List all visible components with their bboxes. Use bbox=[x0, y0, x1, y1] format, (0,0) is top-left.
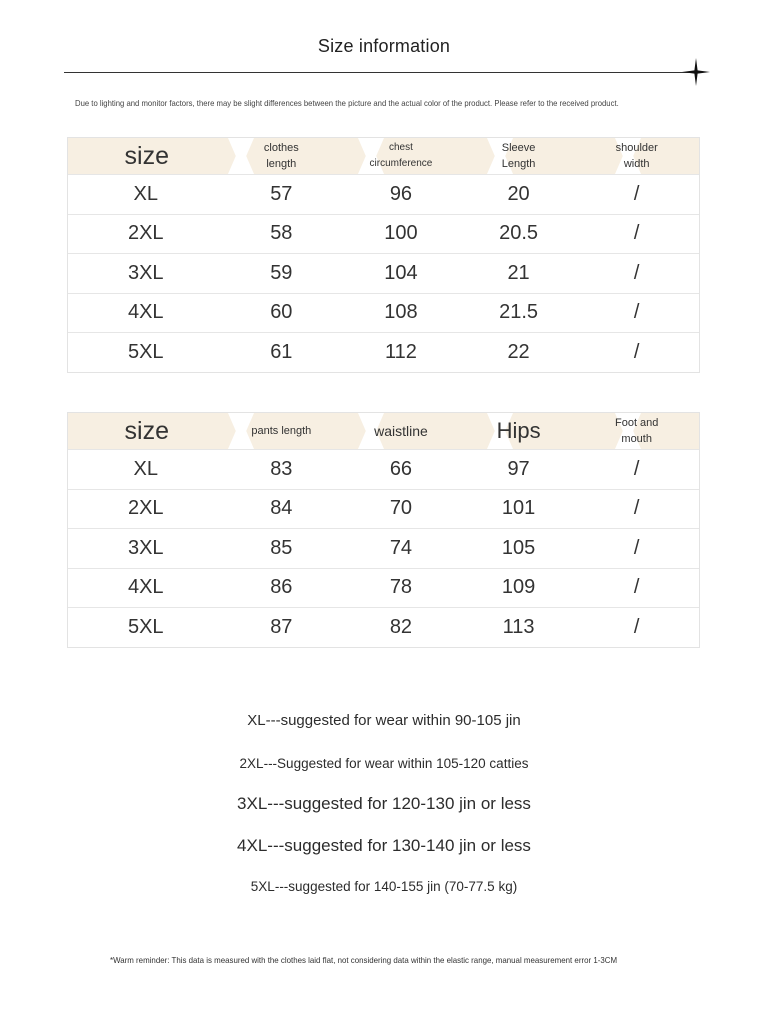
header-chest-circumference: chest circumference bbox=[369, 142, 433, 169]
size-label-cell: 2XL bbox=[127, 222, 164, 245]
table-row bbox=[68, 293, 699, 333]
table-cell: 22 bbox=[507, 340, 530, 363]
suggestion-xl: XL---suggested for wear within 90-105 jin bbox=[247, 712, 521, 729]
table-cell: 84 bbox=[270, 497, 293, 520]
table-cell: / bbox=[633, 301, 640, 324]
table-cell: 112 bbox=[385, 340, 417, 363]
table-cell: 83 bbox=[270, 457, 293, 480]
table-cell: 85 bbox=[270, 536, 293, 559]
table-cell: 60 bbox=[270, 301, 293, 324]
table-cell: / bbox=[633, 457, 640, 480]
header-size: size bbox=[124, 142, 169, 170]
table-cell: 66 bbox=[389, 457, 413, 480]
table-cell: 59 bbox=[270, 261, 293, 284]
table-cell: 82 bbox=[389, 615, 413, 638]
bottom-size-table bbox=[67, 412, 700, 648]
top-size-table bbox=[67, 137, 700, 373]
table-row bbox=[68, 607, 699, 647]
table-cell: 61 bbox=[270, 340, 293, 363]
bottom-table-header bbox=[68, 413, 699, 449]
page-title: Size information bbox=[317, 36, 451, 56]
table-cell: / bbox=[633, 615, 640, 638]
table-cell: / bbox=[633, 182, 640, 205]
suggestion-2xl: 2XL---Suggested for wear within 105-120 catties bbox=[239, 756, 529, 771]
header-clothes-length: clothes length bbox=[263, 142, 299, 170]
header-foot-and-mouth: Foot and mouth bbox=[614, 417, 659, 445]
table-cell: 109 bbox=[501, 576, 536, 599]
suggestion-3xl: 3XL---suggested for 120-130 jin or less bbox=[237, 794, 531, 813]
table-cell: 87 bbox=[270, 615, 293, 638]
color-disclaimer: Due to lighting and monitor factors, there may be slight differences between the picture and the actual color of the product. Please refer to the received product. bbox=[75, 98, 619, 108]
table-cell: 105 bbox=[501, 536, 536, 559]
table-cell: / bbox=[633, 576, 640, 599]
table-row bbox=[68, 568, 699, 608]
table-row bbox=[68, 528, 699, 568]
header-size: size bbox=[124, 417, 169, 445]
table-row bbox=[68, 449, 699, 489]
header-shoulder-width: shoulder width bbox=[615, 142, 658, 170]
table-cell: / bbox=[633, 497, 640, 520]
table-cell: 74 bbox=[389, 536, 413, 559]
table-cell: 21 bbox=[507, 261, 530, 284]
top-table-header bbox=[68, 138, 699, 174]
suggestion-5xl: 5XL---suggested for 140-155 jin (70-77.5 kg) bbox=[250, 879, 518, 894]
size-label-cell: 5XL bbox=[127, 340, 164, 363]
bottom-table-body bbox=[68, 449, 699, 647]
sparkle-star-icon bbox=[682, 58, 710, 86]
header-waistline: waistline bbox=[374, 423, 428, 439]
table-cell: 113 bbox=[502, 615, 535, 638]
table-cell: / bbox=[633, 340, 640, 363]
table-cell: 96 bbox=[389, 182, 413, 205]
size-label-cell: XL bbox=[133, 457, 158, 480]
table-cell: 78 bbox=[389, 576, 413, 599]
size-label-cell: 3XL bbox=[127, 261, 164, 284]
header-sleeve-length: Sleeve Length bbox=[501, 142, 536, 170]
table-cell: 20.5 bbox=[499, 222, 539, 245]
table-cell: 101 bbox=[501, 497, 536, 520]
table-row bbox=[68, 332, 699, 372]
table-cell: 97 bbox=[507, 457, 530, 480]
table-cell: 58 bbox=[270, 222, 293, 245]
table-cell: / bbox=[633, 261, 640, 284]
table-cell: 21.5 bbox=[499, 301, 539, 324]
table-cell: 20 bbox=[507, 182, 530, 205]
header-hips: Hips bbox=[496, 418, 541, 443]
title-divider bbox=[64, 72, 694, 73]
header-pants-length: pants length bbox=[251, 425, 312, 437]
suggestion-4xl: 4XL---suggested for 130-140 jin or less bbox=[237, 836, 531, 855]
table-row bbox=[68, 214, 699, 254]
table-cell: 104 bbox=[384, 261, 418, 284]
size-label-cell: 2XL bbox=[127, 497, 164, 520]
table-cell: / bbox=[633, 536, 640, 559]
table-cell: 100 bbox=[384, 222, 418, 245]
table-row bbox=[68, 253, 699, 293]
top-table-body bbox=[68, 174, 699, 372]
table-row bbox=[68, 489, 699, 529]
size-label-cell: 3XL bbox=[127, 536, 164, 559]
size-label-cell: 4XL bbox=[127, 576, 164, 599]
size-label-cell: 4XL bbox=[127, 301, 164, 324]
size-label-cell: 5XL bbox=[127, 615, 164, 638]
table-cell: 86 bbox=[270, 576, 293, 599]
table-cell: 57 bbox=[270, 182, 293, 205]
warm-reminder: *Warm reminder: This data is measured with the clothes laid flat, not considering data within the elastic range, manual measurement error 1-3CM bbox=[110, 955, 618, 965]
table-cell: / bbox=[633, 222, 640, 245]
table-cell: 70 bbox=[389, 497, 413, 520]
size-label-cell: XL bbox=[133, 182, 158, 205]
table-row bbox=[68, 174, 699, 214]
table-cell: 108 bbox=[384, 301, 418, 324]
